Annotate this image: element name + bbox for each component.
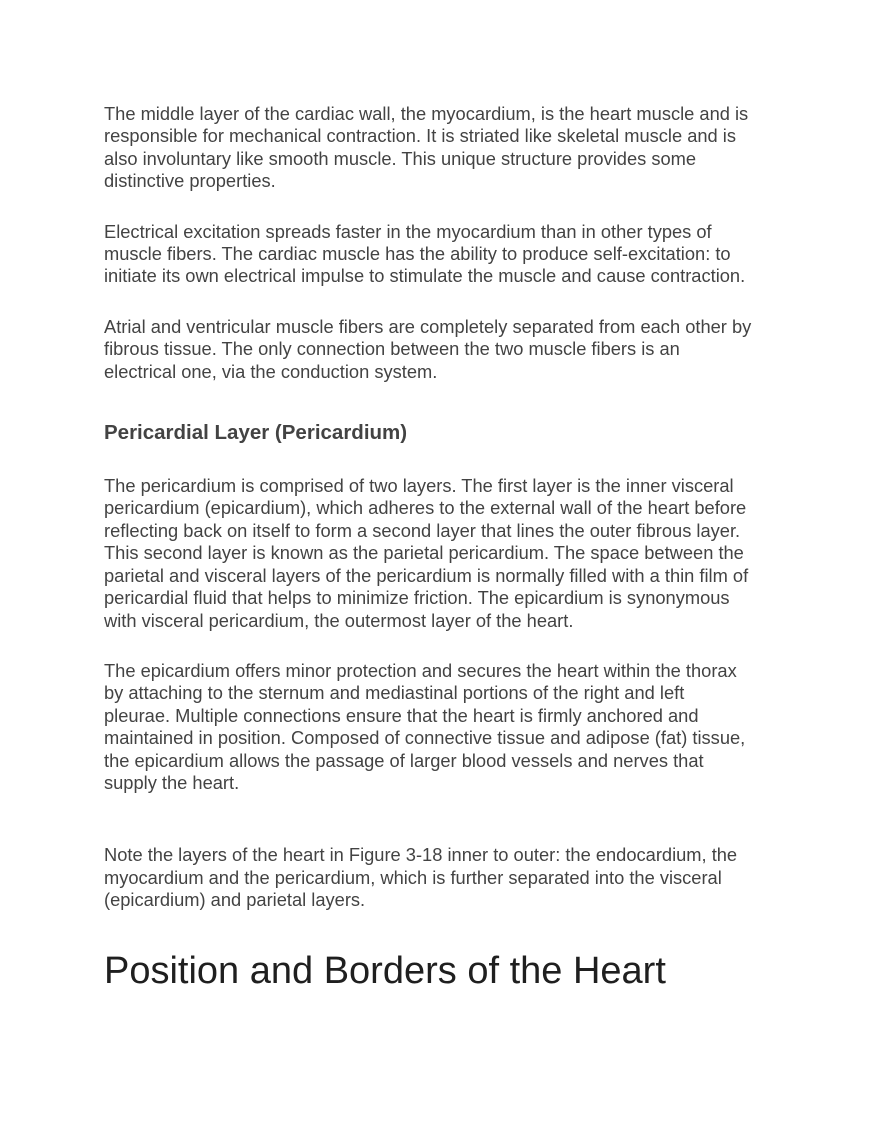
section-heading-position-borders: Position and Borders of the Heart bbox=[104, 949, 666, 992]
paragraph-pericardium-layers: The pericardium is comprised of two layers. The first layer is the inner visceral pericardium (epicardium), which adheres to the external wall of the heart before reflecting back on itself to form a second layer that lines the outer fibrous layer. This second layer is known as the parietal pericardium. The space between the parietal and visceral layers of the pericardium is normally filled with a thin film of pericardial fluid that helps to minimize friction. The epicardium is synonymous with visceral pericardium, the outermost layer of the heart. bbox=[104, 475, 749, 631]
paragraph-muscle-fibers: Atrial and ventricular muscle fibers are completely separated from each other by fibrous tissue. The only connection between the two muscle fibers is an electrical one, via the conduction system. bbox=[104, 315, 752, 382]
paragraph-electrical-excitation: Electrical excitation spreads faster in the myocardium than in other types of muscle fibers. The cardiac muscle has the ability to produce self-excitation: to initiate its own electrical impulse to stimulate the muscle and cause contraction. bbox=[104, 220, 746, 287]
paragraph-epicardium-protection: The epicardium offers minor protection and secures the heart within the thorax by attaching to the sternum and mediastinal portions of the right and left pleurae. Multiple connections ensure that the heart is firmly anchored and maintained in position. Composed of connective tissue and adipose (fat) tissue, the epicardium allows the passage of larger blood vessels and nerves that supply the heart. bbox=[104, 659, 746, 793]
pericardium-heading: Pericardial Layer (Pericardium) bbox=[104, 421, 408, 445]
paragraph-figure-note: Note the layers of the heart in Figure 3-18 inner to outer: the endocardium, the myocardium and the pericardium, which is further separated into the visceral (epicardium) and parietal layers. bbox=[104, 844, 738, 911]
document-page bbox=[104, 103, 754, 992]
paragraph-myocardium-intro: The middle layer of the cardiac wall, the myocardium, is the heart muscle and is responsible for mechanical contraction. It is striated like skeletal muscle and is also involuntary like smooth muscle. This unique structure provides some distinctive properties. bbox=[104, 103, 749, 192]
